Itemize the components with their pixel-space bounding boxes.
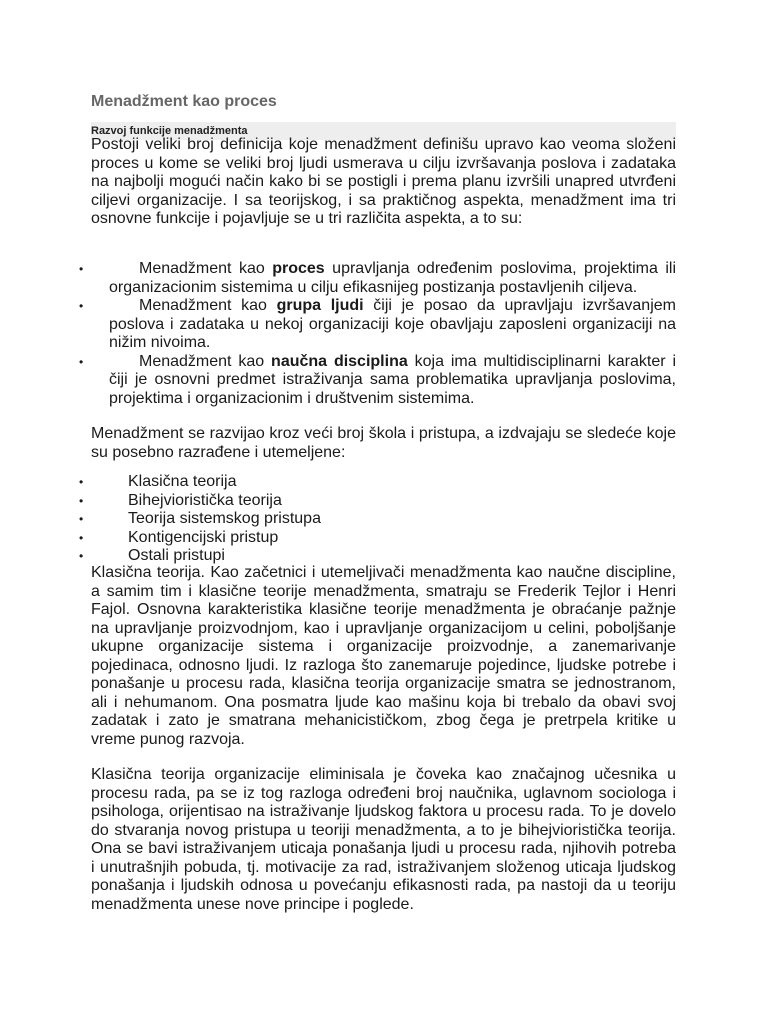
bullet-icon: • (79, 493, 84, 508)
bullet-icon: • (79, 549, 84, 563)
list-item: • Teorija sistemskog pristupa (79, 510, 321, 527)
schools-list (81, 473, 676, 566)
bullet-icon: • (79, 512, 84, 526)
list-item: • Kontigencijski pristup (79, 528, 279, 546)
intro-paragraph: Postoji veliki broj definicija koje menadžment definišu upravo kao veoma složeni proces u kome se veliki broj ljudi usmerava u cilju izvršavanja poslova i zadataka na najbolji mogući način kako bi se postigli i prema planu izvršili unapred utvrđeni ciljevi organizacije. I sa teorijskog, i sa praktičnog aspekta, menadžment ima tri osnovne funkcije i pojavljuje se u tri različita aspekta, a to su: (91, 136, 676, 227)
bullet-icon: • (79, 530, 84, 545)
section-subheader: Razvoj funkcije menadžmenta (91, 122, 676, 140)
list-item: • Bihejvioristička teorija (79, 491, 282, 509)
list-item: • Ostali pristupi (79, 547, 225, 564)
list-item: • Menadžment kao proces upravljanja određenim poslovima, projektima ili organizacionim sistemima u cilju efikasnijeg postizanja postavljenih ciljeva. (79, 260, 676, 296)
bullet-icon: • (79, 354, 84, 369)
bullet-icon: • (79, 262, 84, 276)
list-item: • Klasična teorija (79, 473, 237, 490)
behavioral-theory-paragraph: Klasična teorija organizacije eliminisala je čoveka kao značajnog učesnika u procesu rada, pa se iz tog razloga određeni broj naučnika, uglavnom sociologa i psihologa, orijentisao na istraživanje ljudskog faktora u procesu rada. To je dovelo do stvaranja novog pristupa u teoriji menadžmenta, a to je bihejvioristička teorija. Ona se bavi istraživanjem uticaja ponašanja ljudi u procesu rada, njihovih potreba i unutrašnjih pobuda, tj. motivacije za rad, istraživanjem složenog uticaja ljudskog ponašanja i ljudskih odnosa u povećanju efikasnosti rada, pa nastoji da u teoriju menadžmenta unese nove principe i poglede. (91, 766, 676, 913)
page-title: Menadžment kao proces (91, 93, 277, 110)
schools-intro-paragraph: Menadžment se razvijao kroz veći broj škola i pristupa, a izdvajaju se sledeće koje su posebno razrađene i utemeljene: (91, 425, 676, 461)
list-item: • Menadžment kao grupa ljudi čiji je posao da upravljaju izvršavanjem poslova i zadataka u nekoj organizaciji koje obavljaju zaposleni organizaciji na nižim nivoima. (79, 297, 676, 351)
bullet-icon: • (79, 475, 84, 489)
list-item: • Menadžment kao naučna disciplina koja ima multidisciplinarni karakter i čiji je osnovni predmet istraživanja sama problematika upravljanja poslovima, projektima i organizacionim i društvenim sistemima. (79, 352, 676, 407)
aspects-list (81, 260, 676, 408)
classical-theory-paragraph: Klasična teorija. Kao začetnici i utemeljivači menadžmenta kao naučne discipline, a samim tim i klasične teorije menadžmenta, smatraju se Frederik Tejlor i Henri Fajol. Osnovna karakteristika klasične teorije menadžmenta je obraćanje pažnje na upravljanje proizvodnjom, kao i upravljanje organizacijom u celini, poboljšanje ukupne organizacije sistema i organizacije proizvodnje, a zanemarivanje pojedinaca, odnosno ljudi. Iz razloga što zanemaruje pojedince, ljudske potrebe i ponašanje u procesu rada, klasična teorija organizacije smatra se jednostranom, ali i nehumanom. Ona posmatra ljude kao mašinu koja bi trebalo da obavi svoj zadatak i zato je smatrana mehanicističkom, zbog čega je pretrpela kritike u vreme punog razvoja. (91, 564, 676, 748)
bullet-icon: • (79, 299, 84, 313)
